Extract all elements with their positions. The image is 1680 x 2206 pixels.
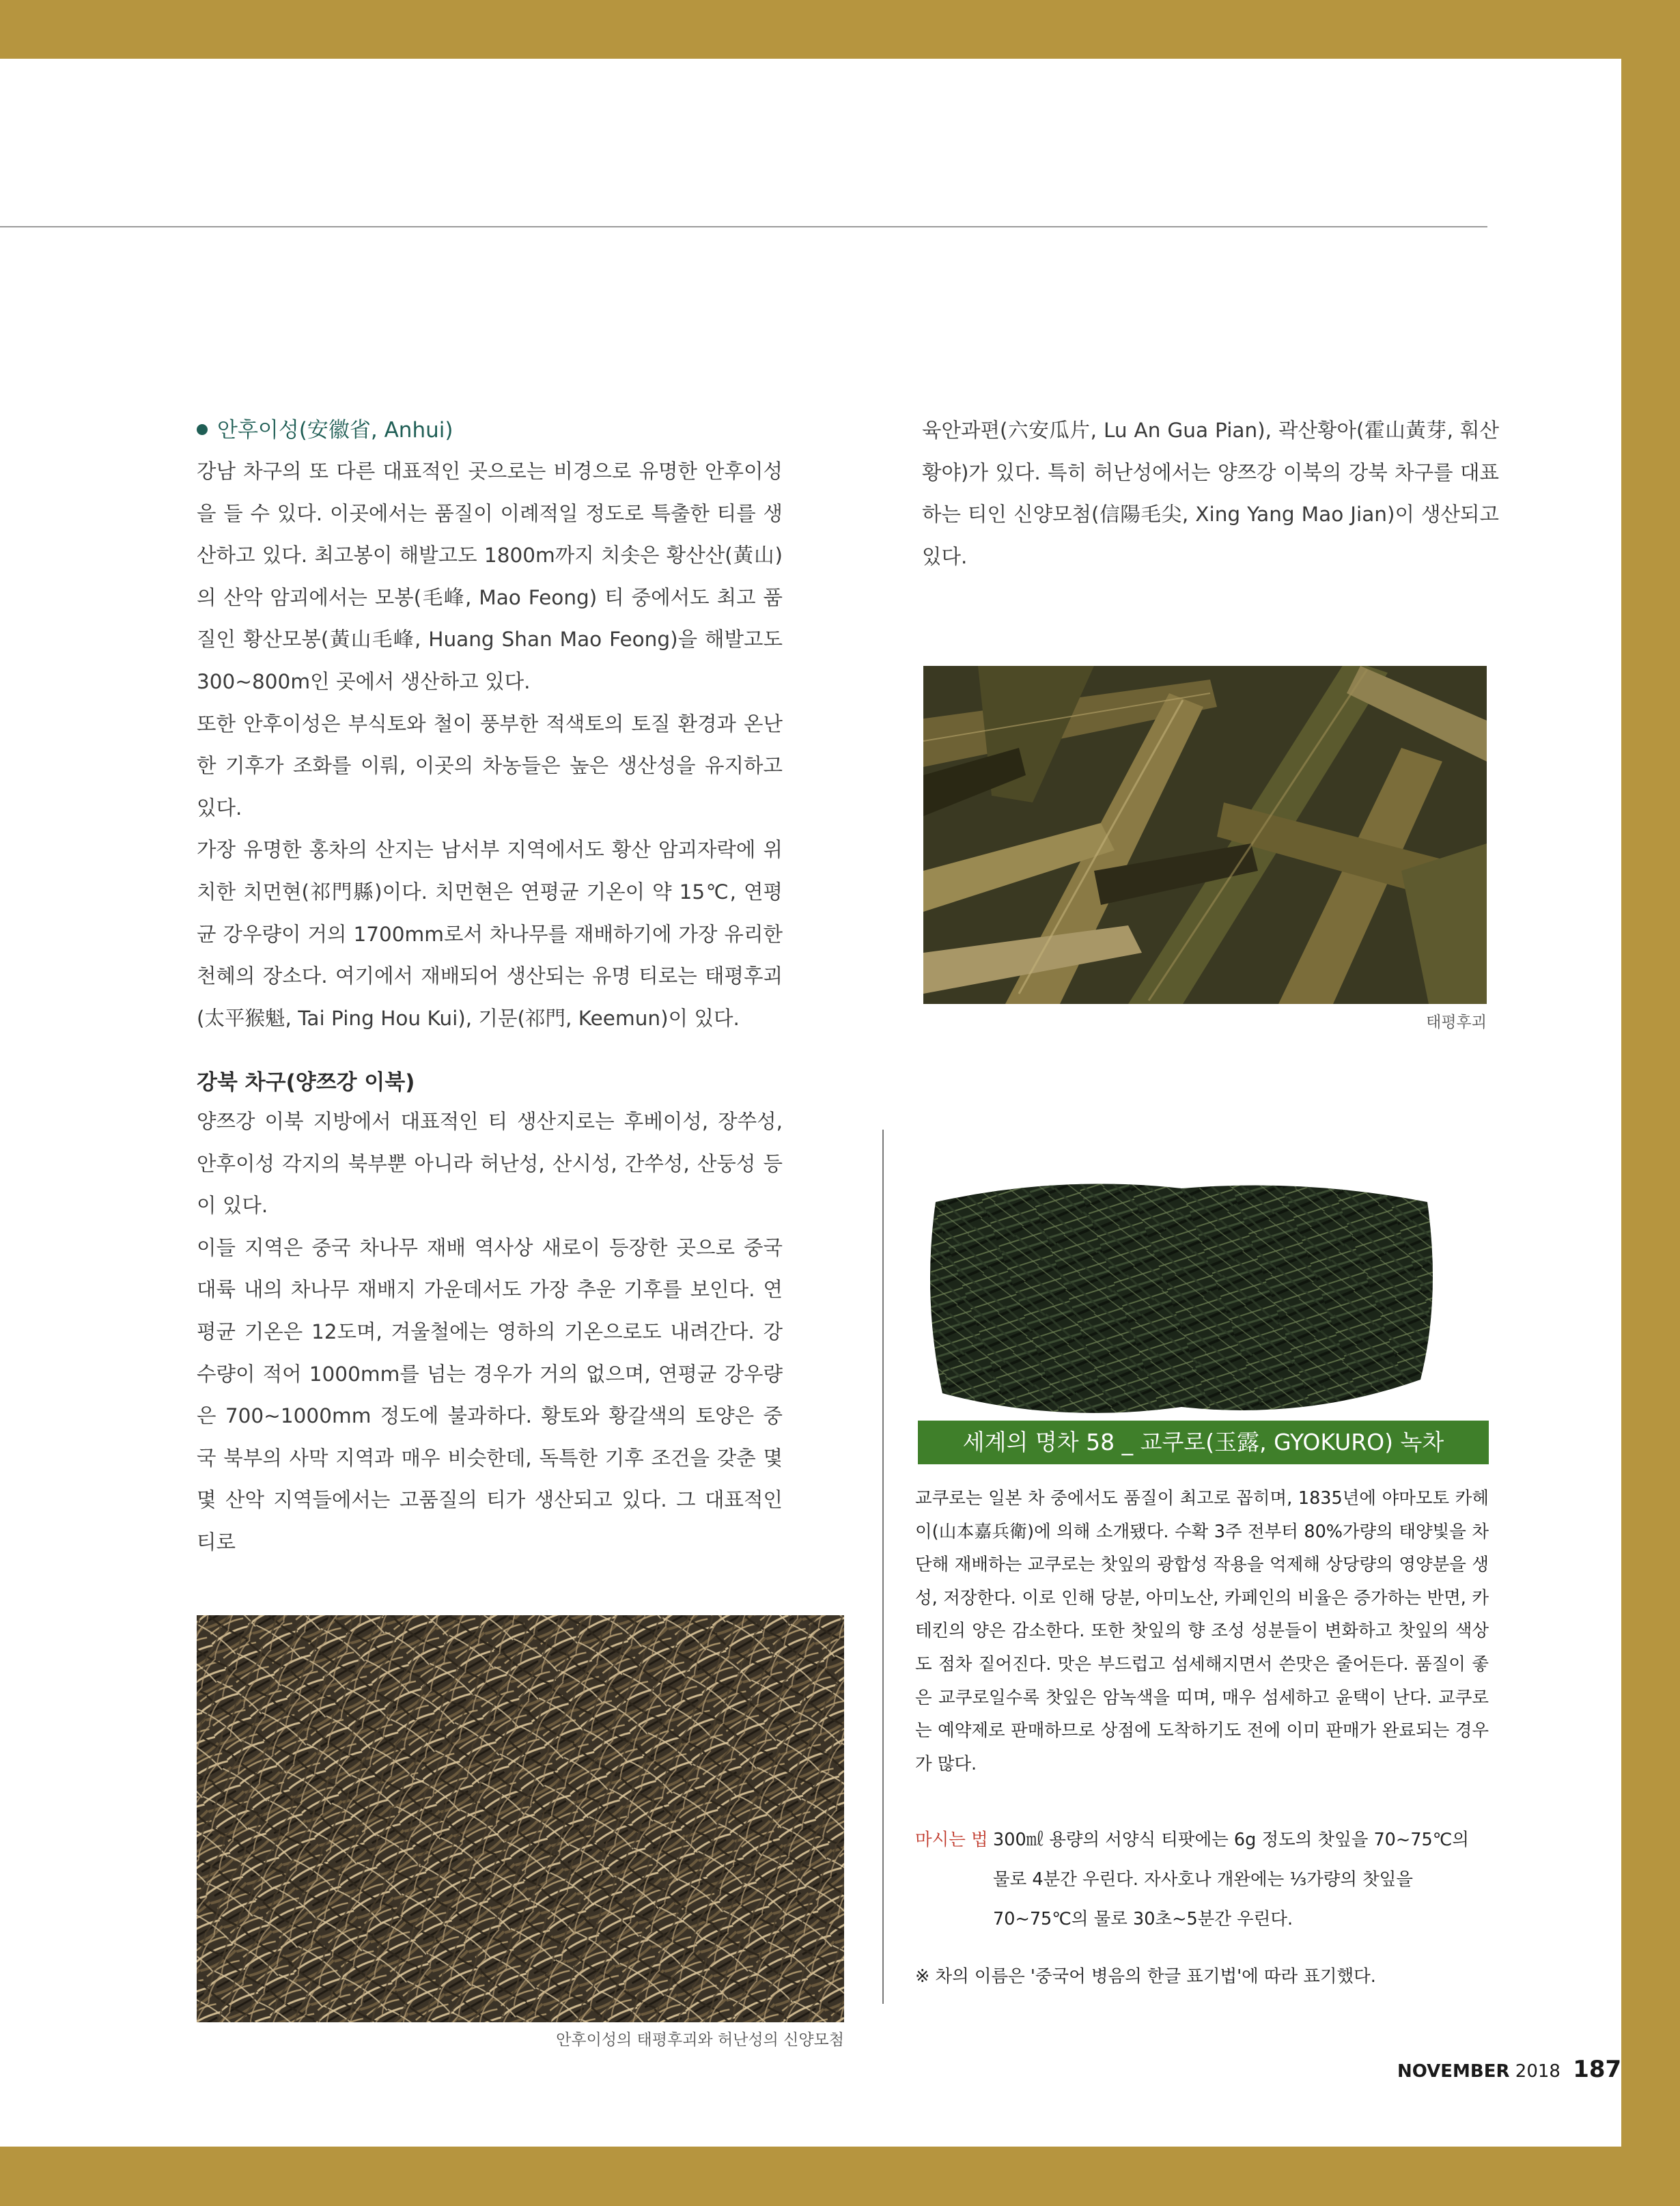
- method-text: 300㎖ 용량의 서양식 티팟에는 6g 정도의 찻잎을 70~75℃의 물로 4분간 우린다. 자사호나 개완에는 ⅓가량의 찻잎을 70~75℃의 물로 30초~5분간 우린다.: [993, 1830, 1469, 1929]
- photo-caption-left: 안후이성의 태평후괴와 허난성의 신양모첨: [556, 2031, 844, 2049]
- tea-photo-xinyang: [197, 1615, 844, 2022]
- gangbuk-body: [197, 1101, 783, 1564]
- tea-photo-gyokuro: [922, 1175, 1441, 1427]
- box-banner: 세계의 명차 58 _ 교쿠로(玉露, GYOKURO) 녹차: [918, 1421, 1489, 1464]
- right-intro: [922, 410, 1499, 578]
- page-number: 187: [1573, 2056, 1622, 2083]
- footer-year: 2018: [1515, 2061, 1560, 2082]
- tea-photo-taiping: [923, 666, 1487, 1004]
- paragraph: 육안과편(六安瓜片, Lu An Gua Pian), 곽산황아(霍山黃芽, 훠산황야)가 있다. 특히 허난성에서는 양쯔강 이북의 강북 차구를 대표하는 티인 신양모첨(信陽毛尖, Xing Yang Mao Jian)이 생산되고 있다.: [922, 419, 1499, 568]
- gyokuro-description: 교쿠로는 일본 차 중에서도 품질이 최고로 꼽히며, 1835년에 야마모토 카헤이(山本嘉兵衛)에 의해 소개됐다. 수확 3주 전부터 80%가량의 태양빛을 차단해 재배하는 교쿠로는 찻잎의 광합성 작용을 억제해 상당량의 영양분을 생성, 저장한다. 이로 인해 당분, 아미노산, 카페인의 비율은 증가하는 반면, 카테킨의 양은 감소한다. 또한 찻잎의 향 조성 성분들이 변화하고 찻잎의 색상도 점차 짙어진다. 맛은 부드럽고 섬세해지면서 쓴맛은 줄어든다. 품질이 좋은 교쿠로일수록 찻잎은 암녹색을 띠며, 매우 섬세하고 윤택이 난다. 교쿠로는 예약제로 판매하므로 상점에 도착하기도 전에 이미 판매가 완료되는 경우가 많다.: [915, 1488, 1489, 1774]
- page-footer: [1397, 2056, 1621, 2083]
- anhui-body: [197, 451, 783, 1039]
- paragraph: 이들 지역은 중국 차나무 재배 역사상 새로이 등장한 곳으로 중국 대륙 내의 차나무 재배지 가운데서도 가장 추운 기후를 보인다. 연평균 기온은 12도며, 겨울철에는 영하의 기온으로도 내려간다. 강수량이 적어 1000mm를 넘는 경우가 거의 없으며, 연평균 강우량은 700~1000mm 정도에 불과하다. 황토와 황갈색의 토양은 중국 북부의 사막 지역과 매우 비슷한데, 독특한 기후 조건을 갖춘 몇몇 산악 지역들에서는 고품질의 티가 생산되고 있다. 그 대표적인 티로: [197, 1235, 783, 1554]
- footnote: ※ 차의 이름은 '중국어 병음의 한글 표기법'에 따라 표기했다.: [915, 1966, 1376, 1987]
- gyokuro-leaves-image: [922, 1175, 1441, 1427]
- column-divider: [882, 1130, 884, 2004]
- section-title-gangbuk: 강북 차구(양쯔강 이북): [197, 1070, 415, 1095]
- paragraph: 또한 안후이성은 부식토와 철이 풍부한 적색토의 토질 환경과 온난한 기후가 조화를 이뤄, 이곳의 차농들은 높은 생산성을 유지하고 있다.: [197, 712, 783, 820]
- section-title-anhui: [197, 413, 453, 447]
- section-title-anhui-text: 안후이성(安徽省, Anhui): [217, 418, 453, 443]
- paragraph: 양쯔강 이북 지방에서 대표적인 티 생산지로는 후베이성, 장쑤성, 안후이성 각지의 북부뿐 아니라 허난성, 산시성, 간쑤성, 산둥성 등이 있다.: [197, 1110, 783, 1218]
- method-label: 마시는 법: [915, 1830, 988, 1850]
- bullet-icon: [197, 424, 208, 435]
- taiping-leaves-image: [923, 666, 1487, 1004]
- paragraph: 가장 유명한 홍차의 산지는 남서부 지역에서도 황산 암괴자락에 위치한 치먼현(祁門縣)이다. 치먼현은 연평균 기온이 약 15℃, 연평균 강우량이 거의 1700mm로서 차나무를 재배하기에 가장 유리한 천혜의 장소다. 여기에서 재배되어 생산되는 유명 티로는 태평후괴(太平猴魁, Tai Ping Hou Kui), 기문(祁門, Keemun)이 있다.: [197, 838, 783, 1030]
- paragraph: 강남 차구의 또 다른 대표적인 곳으로는 비경으로 유명한 안후이성을 들 수 있다. 이곳에서는 품질이 이례적일 정도로 특출한 티를 생산하고 있다. 최고봉이 해발고도 1800m까지 치솟은 황산산(黃山)의 산악 암괴에서는 모봉(毛峰, Mao Feong) 티 중에서도 최고 품질인 황산모봉(黃山毛峰, Huang Shan Mao Feong)을 해발고도 300~800m인 곳에서 생산하고 있다.: [197, 460, 783, 693]
- tea-leaves-image: [197, 1615, 844, 2022]
- footer-month: NOVEMBER: [1397, 2061, 1510, 2082]
- top-rule: [0, 226, 1487, 227]
- brewing-method: [915, 1820, 1489, 1939]
- photo-caption-taiping: 태평후괴: [1426, 1014, 1487, 1031]
